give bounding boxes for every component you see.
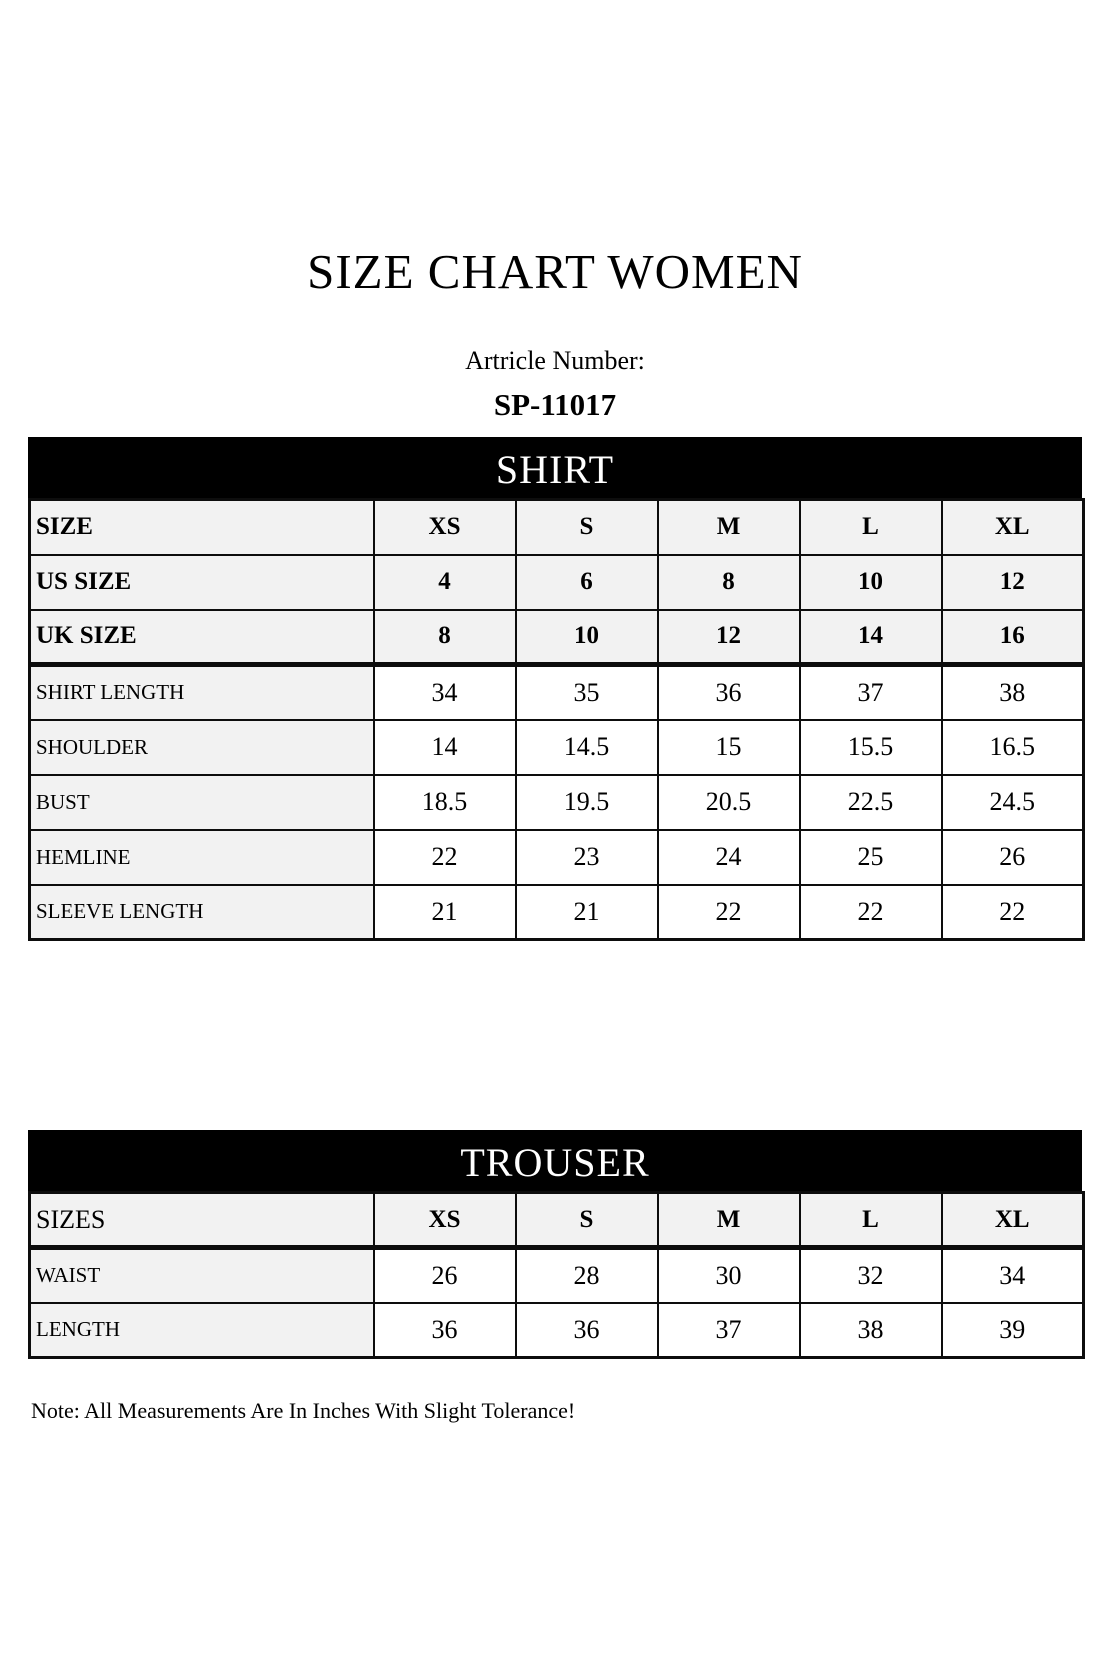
trouser-table-title: TROUSER [28, 1130, 1082, 1191]
size-value-cell: 35 [516, 665, 658, 720]
size-value-cell: 15.5 [800, 720, 942, 775]
table-row [30, 1193, 1084, 1248]
size-value-cell: L [800, 1193, 942, 1248]
size-value-cell: 22 [658, 885, 800, 940]
size-value-cell: 14.5 [516, 720, 658, 775]
size-value-cell: 34 [942, 1248, 1084, 1303]
size-value-cell: XS [374, 500, 516, 555]
size-value-cell: XS [374, 1193, 516, 1248]
row-label: US SIZE [30, 555, 374, 610]
size-value-cell: 16.5 [942, 720, 1084, 775]
size-value-cell: 6 [516, 555, 658, 610]
article-number-value: SP-11017 [493, 387, 617, 422]
size-value-cell: 14 [374, 720, 516, 775]
size-value-cell: 10 [800, 555, 942, 610]
row-label: SLEEVE LENGTH [30, 885, 374, 940]
table-row [30, 830, 1084, 885]
trouser-size-table [28, 1191, 1085, 1359]
size-value-cell: XL [942, 1193, 1084, 1248]
size-value-cell: 12 [658, 610, 800, 665]
shirt-table-title: SHIRT [28, 437, 1082, 498]
row-label: WAIST [30, 1248, 374, 1303]
size-value-cell: 8 [374, 610, 516, 665]
table-row [30, 1248, 1084, 1303]
size-value-cell: XL [942, 500, 1084, 555]
size-value-cell: 36 [516, 1303, 658, 1358]
size-value-cell: 32 [800, 1248, 942, 1303]
size-value-cell: 37 [658, 1303, 800, 1358]
size-value-cell: 25 [800, 830, 942, 885]
size-value-cell: 26 [374, 1248, 516, 1303]
size-value-cell: 20.5 [658, 775, 800, 830]
size-value-cell: 22 [800, 885, 942, 940]
table-row [30, 555, 1084, 610]
size-value-cell: S [516, 1193, 658, 1248]
table-row [30, 885, 1084, 940]
size-value-cell: 10 [516, 610, 658, 665]
table-row [30, 720, 1084, 775]
table-row [30, 1303, 1084, 1358]
size-value-cell: 12 [942, 555, 1084, 610]
table-row [30, 500, 1084, 555]
size-value-cell: 18.5 [374, 775, 516, 830]
page-title: SIZE CHART WOMEN [307, 244, 803, 299]
size-value-cell: S [516, 500, 658, 555]
row-label: UK SIZE [30, 610, 374, 665]
size-value-cell: 39 [942, 1303, 1084, 1358]
size-value-cell: 16 [942, 610, 1084, 665]
row-label: HEMLINE [30, 830, 374, 885]
row-label: SIZES [30, 1193, 374, 1248]
size-value-cell: 22 [374, 830, 516, 885]
size-value-cell: M [658, 1193, 800, 1248]
table-row [30, 610, 1084, 665]
size-value-cell: L [800, 500, 942, 555]
size-value-cell: 30 [658, 1248, 800, 1303]
size-value-cell: 21 [516, 885, 658, 940]
size-value-cell: 4 [374, 555, 516, 610]
size-value-cell: 15 [658, 720, 800, 775]
size-value-cell: 22.5 [800, 775, 942, 830]
size-value-cell: 38 [800, 1303, 942, 1358]
table-row [30, 665, 1084, 720]
article-number-label: Artricle Number: [465, 346, 645, 375]
size-value-cell: 23 [516, 830, 658, 885]
size-value-cell: 37 [800, 665, 942, 720]
table-row [30, 775, 1084, 830]
row-label: LENGTH [30, 1303, 374, 1358]
size-value-cell: 14 [800, 610, 942, 665]
size-value-cell: M [658, 500, 800, 555]
size-value-cell: 21 [374, 885, 516, 940]
size-value-cell: 36 [658, 665, 800, 720]
size-value-cell: 34 [374, 665, 516, 720]
size-value-cell: 19.5 [516, 775, 658, 830]
size-value-cell: 8 [658, 555, 800, 610]
size-value-cell: 28 [516, 1248, 658, 1303]
size-value-cell: 24 [658, 830, 800, 885]
measurement-note: Note: All Measurements Are In Inches With Slight Tolerance! [31, 1398, 576, 1423]
size-value-cell: 36 [374, 1303, 516, 1358]
size-value-cell: 24.5 [942, 775, 1084, 830]
row-label: SHIRT LENGTH [30, 665, 374, 720]
row-label: BUST [30, 775, 374, 830]
row-label: SIZE [30, 500, 374, 555]
shirt-size-section [28, 437, 1082, 941]
trouser-size-section [28, 1130, 1082, 1359]
size-value-cell: 26 [942, 830, 1084, 885]
size-value-cell: 22 [942, 885, 1084, 940]
size-value-cell: 38 [942, 665, 1084, 720]
shirt-size-table [28, 498, 1085, 941]
row-label: SHOULDER [30, 720, 374, 775]
